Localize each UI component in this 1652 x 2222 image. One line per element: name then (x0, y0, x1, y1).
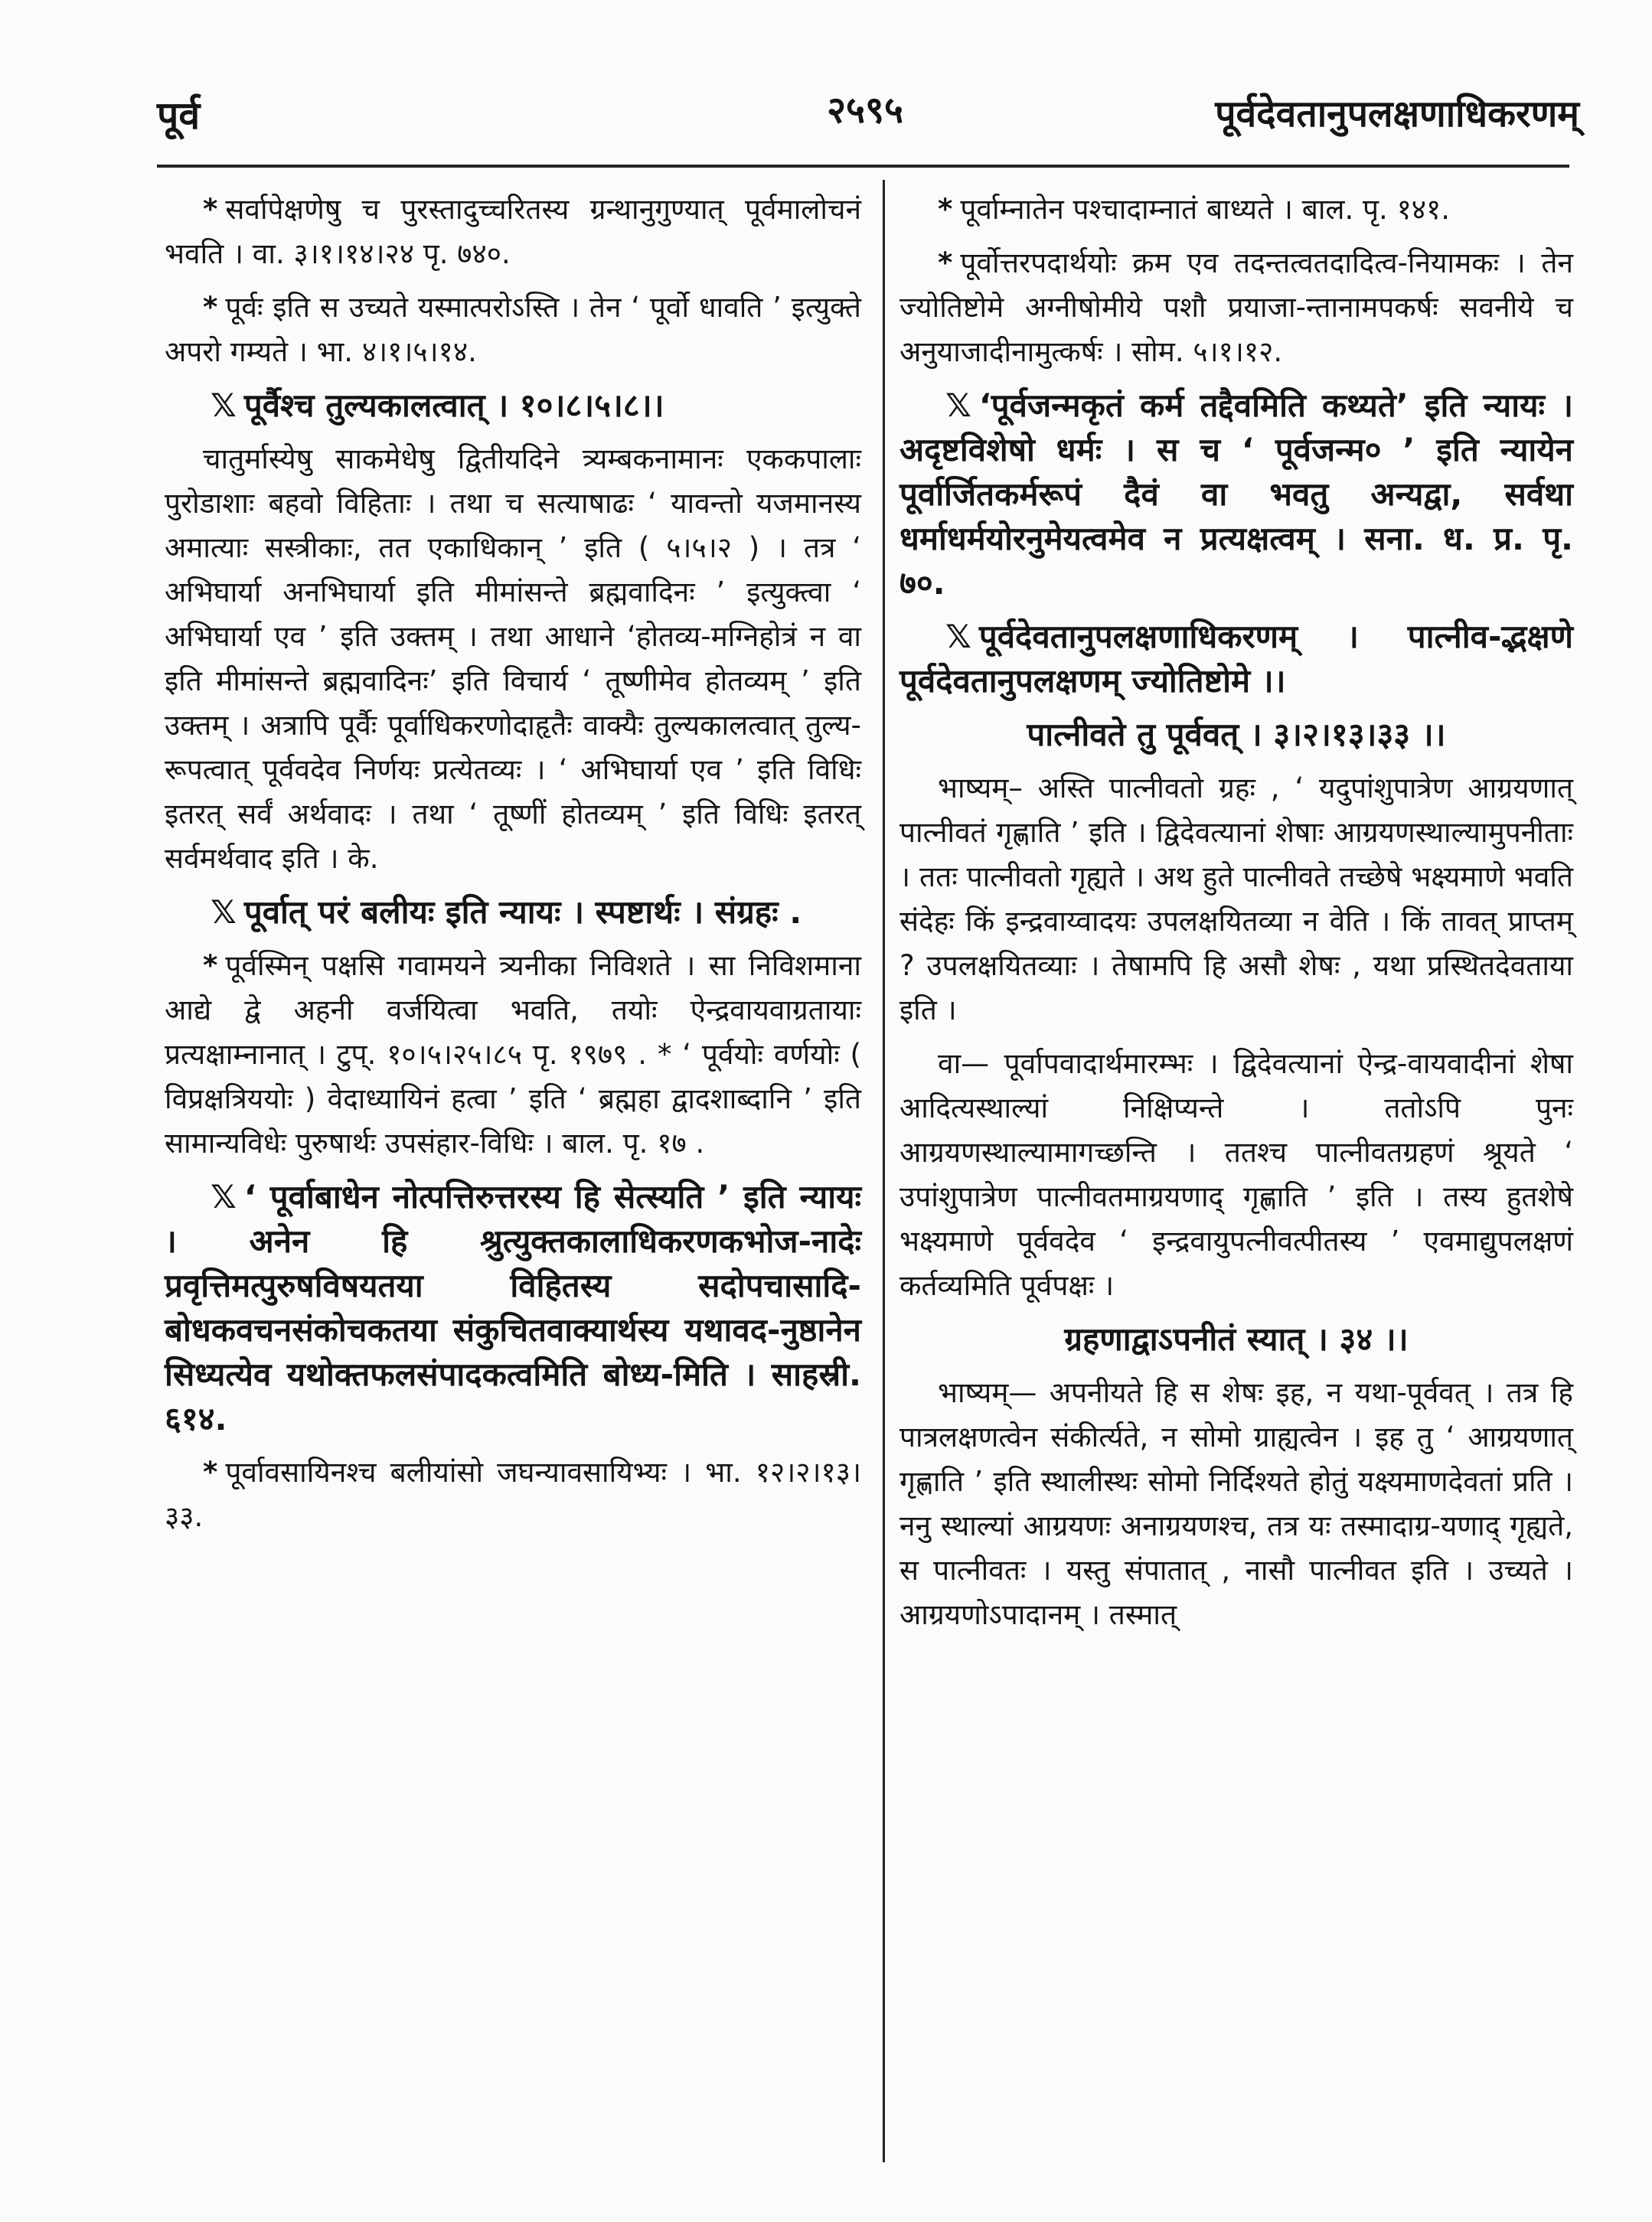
running-head-left: पूर्व (157, 93, 201, 138)
left-column (165, 188, 861, 1548)
star-marker-icon: * (203, 1456, 218, 1489)
entry-text: चातुर्मास्येषु साकमेधेषु द्वितीयदिने त्र्यम्बकनामानः एककपालाः पुरोडाशाः बहवो विहिताः । तथा च सत्याषाढः ‘ यावन्तो यजमानस्य अमात्याः सस्त्रीकाः, तत एकाधिकान् ’ इति ( ५।५।२ ) । तत्र ‘ अभिघार्या अनभिघार्या इति मीमांसन्ते ब्रह्मवादिनः ’ इत्युक्त्वा ‘ अभिघार्या एव ’ इति उक्तम् । तथा आधाने ‘होतव्य-मग्निहोत्रं न वा इति मीमांसन्ते ब्रह्मवादिनः’ इति विचार्य ‘ तूष्णीमेव होतव्यम् ’ इति उक्तम् । अत्रापि पूर्वैः पूर्वाधिकरणोदाहृतैः वाक्यैः तुल्यकालत्वात् तुल्य-रूपत्वात् पूर्ववदेव निर्णयः प्रत्येतव्यः । ‘ अभिघार्या एव ’ इति विधिः इतरत् सर्वं अर्थवादः । तथा ‘ तूष्णीं होतव्यम् ’ इति विधिः इतरत् सर्वमर्थवाद इति । के. (165, 442, 861, 875)
entry-heading (165, 383, 861, 428)
entry-text: पूर्वदेवतानुपलक्षणाधिकरणम् । पात्नीव-द्भक्षणे पूर्वदेवतानुपलक्षणम् ज्योतिष्टोमे ।। (899, 618, 1573, 700)
star-marker-icon: * (203, 193, 218, 226)
page-header (0, 0, 1652, 176)
star-marker-icon: * (938, 246, 953, 279)
entry-text: ‘ पूर्वाबाधेन नोत्पत्तिरुत्तरस्य हि सेत्स्यति ’ इति न्यायः । अनेन हि श्रुत्युक्तकालाधिकरणकभोज-नादेः प्रवृत्तिमत्पुरुषविषयतया विहितस्य सदोपचासादि-बोधकवचनसंकोचकतया संकुचितवाक्यार्थस्य यथावद-नुष्ठानेन सिध्यत्येव यथोक्तफलसंपादकत्वमिति बोध्य-मिति । साहस्री. ६१४. (165, 1178, 861, 1437)
entry-heading (165, 1175, 861, 1441)
entry-paragraph (165, 188, 861, 276)
entry-text: ग्रहणाद्वाऽपनीतं स्यात् । ३४ ।। (1064, 1320, 1409, 1358)
entry-paragraph (899, 1042, 1573, 1308)
sutra-marker-icon: 𝕏 (945, 387, 971, 424)
entry-paragraph (899, 1371, 1573, 1637)
entry-text: पात्नीवते तु पूर्ववत् । ३।२।१३।३३ ।। (1027, 716, 1446, 753)
entry-paragraph (899, 188, 1573, 232)
page-number: २५९५ (827, 89, 903, 132)
entry-text: भाष्यम्— अपनीयते हि स शेषः इह, न यथा-पूर्ववत् । तत्र हि पात्रलक्षणत्वेन संकीर्त्यते, न सोमो ग्राह्यत्वेन । इह तु ‘ आग्रयणात् गृह्णाति ’ इति स्थालीस्थः सोमो निर्दिश्यते होतुं यक्ष्यमाणदेवतां प्रति । ननु स्थाल्यां आग्रयणः अनाग्रयणश्च, तत्र यः तस्मादाग्र-यणाद् गृह्यते, स पात्नीवतः । यस्तु संपातात् , नासौ पात्नीवत इति । उच्यते । आग्रयणोऽपादानम् । तस्मात् (899, 1376, 1573, 1631)
entry-paragraph (165, 1450, 861, 1539)
column-divider (883, 180, 885, 2162)
entry-text: पूर्वैश्च तुल्यकालत्वात् । १०।८।५।८।। (243, 387, 664, 424)
entry-text: वा— पूर्वापवादार्थमारम्भः । द्विदेवत्यानां ऐन्द्र-वायवादीनां शेषा आदित्यस्थाल्यां निक्षिप्यन्ते । ततोऽपि पुनः आग्रयणस्थाल्यामागच्छन्ति । ततश्च पात्नीवतग्रहणं श्रूयते ‘ उपांशुपात्रेण पात्नीवतमाग्रयणाद् गृह्णाति ’ इति । तस्य हुतशेषे भक्ष्यमाणे पूर्ववदेव ‘ इन्द्रवायुपत्नीवत्पीतस्य ’ एवमाद्युपलक्षणं कर्तव्यमिति पूर्वपक्षः । (899, 1047, 1573, 1302)
entry-text: ‘पूर्वजन्मकृतं कर्म तद्दैवमिति कथ्यते’ इति न्यायः । अदृष्टविशेषो धर्मः । स च ‘ पूर्वजन्म० ’ इति न्यायेन पूर्वार्जितकर्मरूपं दैवं वा भवतु अन्यद्वा, सर्वथा धर्माधर्मयोरनुमेयत्वमेव न प्रत्यक्षत्वम् । सना. ध. प्र. पृ. ७०. (899, 387, 1573, 602)
star-marker-icon: * (938, 193, 953, 226)
entry-paragraph (165, 285, 861, 374)
entry-text: भाष्यम्– अस्ति पात्नीवतो ग्रहः , ‘ यदुपांशुपात्रेण आग्रयणात् पात्नीवतं गृह्णाति ’ इति । द्विदेवत्यानां शेषाः आग्रयणस्थाल्यामुपनीताः । ततः पात्नीवतो गृह्यते । अथ हुते पात्नीवते तच्छेषे भक्ष्यमाणे भवति संदेहः किं इन्द्रवाय्वादयः उपलक्षयितव्या न वेति । किं तावत् प्राप्तम् ? उपलक्षयितव्याः । तेषामपि हि असौ शेषः , यथा प्रस्थितदेवताया इति । (899, 772, 1573, 1026)
entry-heading (899, 615, 1573, 703)
entry-text: पूर्वात् परं बलीयः इति न्यायः । स्पष्टार्थः । संग्रहः . (243, 893, 802, 931)
entry-paragraph (899, 766, 1573, 1033)
right-column (899, 188, 1573, 1646)
entry-text: पूर्वोत्तरपदार्थयोः क्रम एव तदन्तत्वतदादित्व-नियामकः । तेन ज्योतिष्टोमे अग्नीषोमीये पशौ प्रयाजा-न्तानामपकर्षः सवनीये च अनुयाजादीनामुत्कर्षः । सोम. ५।१।१२. (899, 246, 1573, 368)
entry-paragraph (165, 944, 861, 1166)
sutra-marker-icon: 𝕏 (211, 387, 237, 424)
star-marker-icon: * (203, 291, 218, 324)
sutra-marker-icon: 𝕏 (945, 618, 971, 655)
entry-text: पूर्वाम्नातेन पश्चादाम्नातं बाध्यते । बाल. पृ. १४१. (960, 193, 1451, 226)
star-marker-icon: * (203, 949, 218, 982)
sutra-line (899, 1317, 1573, 1362)
entry-paragraph (165, 437, 861, 881)
running-head-right: पूर्वदेवतानुपलक्षणाधिकरणम् (1215, 93, 1579, 135)
entry-text: सर्वापेक्षणेषु च पुरस्तादुच्चरितस्य ग्रन्थानुगुण्यात् पूर्वमालोचनं भवति । वा. ३।१।१४।२४ पृ. ७४०. (165, 193, 861, 270)
entry-text: पूर्वावसायिनश्च बलीयांसो जघन्यावसायिभ्यः । भा. १२।२।१३।३३. (165, 1456, 861, 1533)
sutra-marker-icon: 𝕏 (211, 1178, 237, 1215)
sutra-marker-icon: 𝕏 (211, 893, 237, 931)
sutra-line (899, 713, 1573, 757)
entry-text: पूर्वस्मिन् पक्षसि गवामयने त्र्यनीका निविशते । सा निविशमाना आद्ये द्वे अहनी वर्जयित्वा भवति, तयोः ऐन्द्रवायवाग्रतायाः प्रत्यक्षाम्नानात् । टुप्. १०।५।२५।८५ पृ. १९७९ . * ‘ पूर्वयोः वर्णयोः ( विप्रक्षत्रिययोः ) वेदाध्यायिनं हत्वा ’ इति ‘ ब्रह्महा द्वादशाब्दानि ’ इति सामान्यविधेः पुरुषार्थः उपसंहार-विधिः । बाल. पृ. १७ . (165, 949, 861, 1160)
header-rule (157, 165, 1569, 168)
entry-text: पूर्वः इति स उच्यते यस्मात्परोऽस्ति । तेन ‘ पूर्वो धावति ’ इत्युक्ते अपरो गम्यते । भा. ४।१।५।१४. (165, 291, 861, 368)
entry-heading (899, 383, 1573, 605)
entry-paragraph (899, 241, 1573, 374)
entry-heading (165, 890, 861, 935)
